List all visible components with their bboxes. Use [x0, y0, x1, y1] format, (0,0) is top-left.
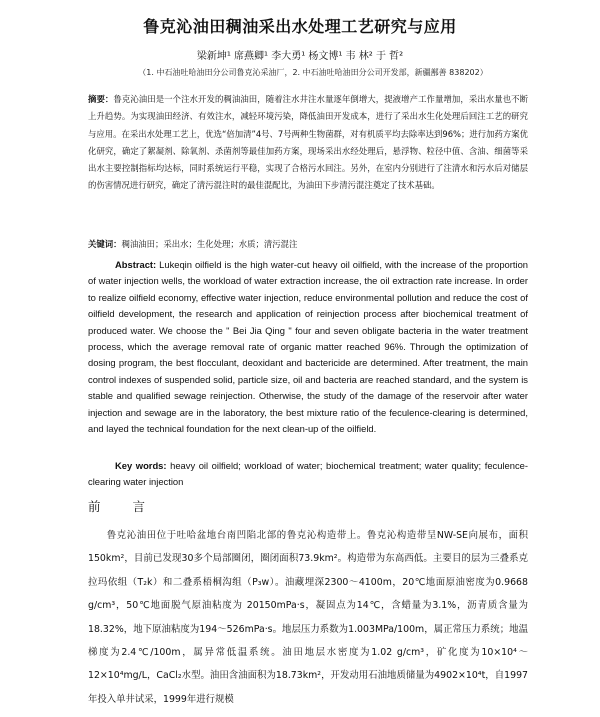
affiliation: （1. 中石油吐哈油田分公司鲁克沁采油厂，2. 中石油吐哈油田分公司开发部，新疆鄯善 838202）	[138, 68, 488, 77]
chinese-keywords-label: 关键词：	[88, 239, 122, 249]
section-heading-preface: 前 言	[88, 499, 159, 514]
chinese-abstract-text: 鲁克沁油田是一个注水开发的稠油油田，随着注水井注水量逐年倒增大，提液增产工作量增加，采出水量也不断上升趋势。为实现油田经济、有效注水，减轻环境污染，降低油田开发成本，进行了采出水生化处理后回注工艺的研究与应用。在采出水处理工艺上，优选“倍加清”4号、7号两种生物菌群，对有机质平均去除率达到96%；进行加药方案优化研究，确定了絮凝剂、除氧剂、杀菌剂等最佳加药方案，现场采出水经处理后，悬浮物、粒径中值、含油、细菌等采出水主要控制指标均达标，同时系统运行平稳，实现了合格污水回注。另外，在室内分别进行了注清水和污水后对储层的伤害情况进行研究，确定了清污混注时的最佳混配比，为油田下步清污混注奠定了技术基础。	[88, 94, 528, 191]
chinese-keywords-text: 稠油油田；采出水；生化处理；水质；清污混注	[121, 239, 298, 249]
english-keywords	[88, 458, 528, 491]
chinese-abstract-label: 摘要：	[88, 94, 114, 104]
english-keywords-text: heavy oil oilfield; workload of water; biochemical treatment; water quality; feculence-clearing water injection	[88, 460, 528, 488]
chinese-keywords	[88, 236, 528, 253]
english-abstract-label: Abstract:	[115, 259, 157, 270]
body-paragraph: 鲁克沁油田位于吐哈盆地台南凹陷北部的鲁克沁构造带上。鲁克沁构造带呈NW-SE向展布，面积150km²，目前已发现30多个局部圈闭，圈闭面积73.9km²。构造带为东高西低。主要目的层为三叠系克拉玛依组（T₂k）和二叠系梧桐沟组（P₃w）。油藏埋深2300～4100m，20℃地面原油密度为0.9668 g/cm³，50℃地面脱气原油粘度为 20150mPa·s，凝固点为14℃，含蜡量为3.1%，沥青质含量为18.32%，地下原油粘度为194～526mPa·s。地层压力系数为1.003MPa/100m，属正常压力系统；地温梯度为2.4℃/100m，属异常低温系统。油田地层水密度为1.02 g/cm³，矿化度为10×10⁴～12×10⁴mg/L，CaCl₂水型。油田含油面积为18.73km²，开发动用石油地质储量为4902×10⁴t，自1997年投入单井试采，1999年进行规模	[88, 530, 528, 705]
english-abstract-text: Lukeqin oilfield is the high water-cut heavy oil oilfield, with the increase of the proportion of water injection wells, the workload of water extraction increase, the oil extraction rate increase. In order to realize oilfield economy, effective water injection, reduce environmental pollution and reduce the cost of oilfield development, the research and application of reinjection process after biochemical treatment of produced water. We choose the " Bei Jia Qing " four and seven obligate bacteria in the water treatment process, which the average removal rate of organic matter reached 96%. Through the optimization of dosing program, the best flocculant, deoxidant and bactericide are determined. After treatment, the main control indexes of suspended solid, particle size, oil and bacteria are reached standard, and the system is stable and qualified sewage reinjection. Otherwise, the study of the damage of the reservoir after water injection and sewage are in the laboratory, the best mixture ratio of the feculence-clearing is determined, and layed the technical foundation for the next clean-up of the oilfield.	[88, 259, 529, 435]
author-list: 梁新坤¹ 席燕卿¹ 李大勇¹ 杨文博¹ 韦 林² 于 哲²	[196, 51, 404, 62]
english-keywords-label: Key words:	[115, 460, 167, 471]
paper-title: 鲁克沁油田稠油采出水处理工艺研究与应用	[143, 17, 457, 36]
english-abstract	[88, 257, 528, 437]
chinese-abstract	[88, 91, 528, 195]
